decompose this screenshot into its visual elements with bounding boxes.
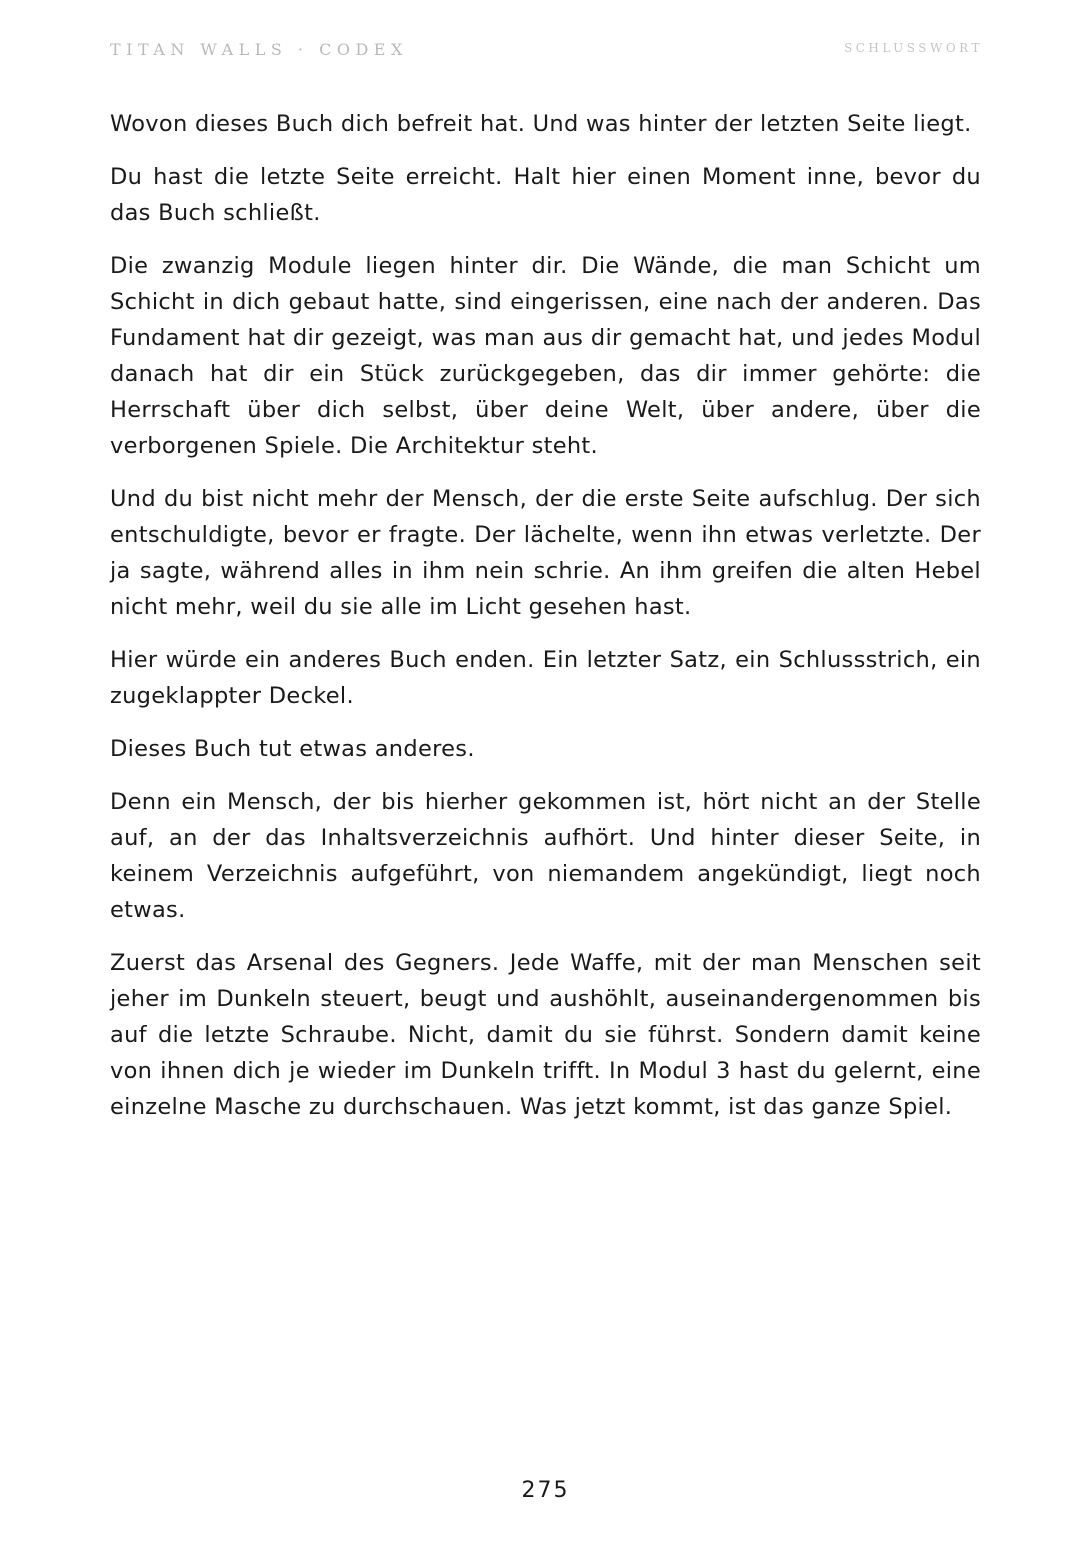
paragraph: Denn ein Mensch, der bis hierher gekommen ist, hört nicht an der Stelle auf, an der das Inhaltsverzeichnis aufhört. Und hinter dieser Seite, in keinem Verzeichnis aufgeführt, von niemandem angekündigt, liegt noch etwas.: [110, 789, 981, 923]
page-number: 275: [521, 1478, 570, 1503]
paragraph: Dieses Buch tut etwas anderes.: [110, 736, 475, 762]
paragraph: Und du bist nicht mehr der Mensch, der die erste Seite aufschlug. Der sich entschuldigte, bevor er fragte. Der lächelte, wenn ihn etwas verletzte. Der ja sagte, während alles in ihm nein schrie. An ihm greifen die alten Hebel nicht mehr, weil du sie alle im Licht gesehen hast.: [110, 486, 981, 620]
chapter-title-header: SCHLUSSWORT: [843, 41, 983, 55]
body-text: [110, 106, 981, 1142]
paragraph: Hier würde ein anderes Buch enden. Ein letzter Satz, ein Schlussstrich, ein zugeklappter Deckel.: [110, 647, 981, 709]
paragraph: Du hast die letzte Seite erreicht. Halt hier einen Moment inne, bevor du das Buch schließt.: [110, 164, 981, 226]
running-header: [110, 40, 983, 64]
paragraph: Zuerst das Arsenal des Gegners. Jede Waffe, mit der man Menschen seit jeher im Dunkeln steuert, beugt und aushöhlt, auseinandergenommen bis auf die letzte Schraube. Nicht, damit du sie führst. Sondern damit keine von ihnen dich je wieder im Dunkeln trifft. In Modul 3 hast du gelernt, eine einzelne Masche zu durchschauen. Was jetzt kommt, ist das ganze Spiel.: [110, 950, 981, 1120]
paragraph: Die zwanzig Module liegen hinter dir. Die Wände, die man Schicht um Schicht in dich gebaut hatte, sind eingerissen, eine nach der anderen. Das Fundament hat dir gezeigt, was man aus dir gemacht hat, und jedes Modul danach hat dir ein Stück zurückgegeben, das dir immer gehörte: die Herrschaft über dich selbst, über deine Welt, über andere, über die verborgenen Spiele. Die Architektur steht.: [110, 253, 981, 459]
book-title-header: TITAN WALLS · CODEX: [110, 40, 408, 59]
paragraph: Wovon dieses Buch dich befreit hat. Und was hinter der letzten Seite liegt.: [110, 111, 972, 137]
